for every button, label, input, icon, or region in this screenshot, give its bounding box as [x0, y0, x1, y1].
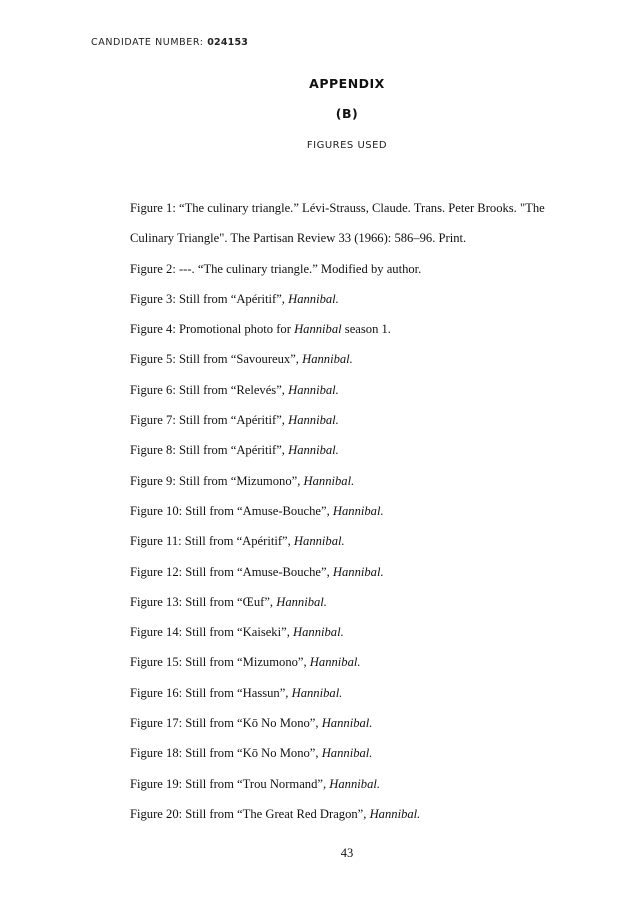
- figure-item: [130, 466, 590, 496]
- figure-item: [130, 435, 590, 465]
- page-number: 43: [340, 846, 354, 860]
- figure-italic: Hannibal.: [288, 382, 339, 397]
- figure-italic: Hannibal.: [293, 534, 345, 549]
- appendix-title: APPENDIX: [309, 76, 385, 91]
- figure-text: Figure 7: Still from “Apéritif”,: [130, 413, 289, 428]
- figure-text: Figure 1: “The culinary triangle.” Lévi-Strauss, Claude. Trans. Peter Brooks. "The Culinary Triangle". The Partisan Review 33 (1966): 586–96. Print.: [130, 201, 545, 246]
- figure-item: [130, 526, 590, 556]
- figure-italic: Hannibal.: [321, 716, 373, 731]
- figure-italic: Hannibal.: [291, 685, 343, 700]
- figure-text: Figure 6: Still from “Relevés”,: [130, 382, 289, 397]
- candidate-header: [91, 37, 248, 48]
- figure-item: [130, 769, 590, 799]
- figure-text: Figure 11: Still from “Apéritif”,: [130, 534, 294, 549]
- figure-italic: Hannibal.: [288, 291, 339, 306]
- figure-text: Figure 2: ---. “The culinary triangle.” Modified by author.: [130, 261, 422, 276]
- figure-italic: Hannibal.: [309, 655, 361, 670]
- figure-italic: Hannibal.: [332, 564, 384, 579]
- figure-text: Figure 12: Still from “Amuse-Bouche”,: [130, 564, 333, 579]
- figure-italic: Hannibal.: [369, 806, 421, 821]
- figure-text: Figure 20: Still from “The Great Red Dragon”,: [130, 806, 370, 821]
- figure-italic: Hannibal.: [332, 503, 384, 518]
- figure-italic: Hannibal: [294, 322, 342, 337]
- figure-item: [130, 314, 590, 344]
- figure-item: [130, 193, 590, 254]
- figure-text: Figure 15: Still from “Mizumono”,: [130, 655, 310, 670]
- figure-item: [130, 254, 590, 284]
- figures-list: [130, 193, 590, 829]
- figure-item: [130, 799, 590, 829]
- figure-text: Figure 14: Still from “Kaiseki”,: [130, 625, 293, 640]
- figure-item: [130, 344, 590, 374]
- figure-italic: Hannibal.: [302, 352, 353, 367]
- figure-italic: Hannibal.: [303, 473, 355, 488]
- figure-italic: Hannibal.: [321, 746, 373, 761]
- candidate-label: CANDIDATE NUMBER:: [91, 37, 204, 48]
- figure-italic: Hannibal.: [276, 594, 327, 609]
- figure-italic: Hannibal.: [288, 443, 339, 458]
- figure-italic: Hannibal.: [288, 413, 339, 428]
- figure-item: [130, 678, 590, 708]
- figure-italic: Hannibal.: [293, 625, 344, 640]
- figure-text: Figure 9: Still from “Mizumono”,: [130, 473, 304, 488]
- figure-text: Figure 4: Promotional photo for: [130, 322, 295, 337]
- figure-item: [130, 496, 590, 526]
- figure-item: [130, 738, 590, 768]
- figure-italic: Hannibal.: [329, 776, 381, 791]
- figure-item: [130, 557, 590, 587]
- appendix-letter: (B): [335, 106, 359, 121]
- figure-text: Figure 17: Still from “Kō No Mono”,: [130, 716, 322, 731]
- figure-item: [130, 405, 590, 435]
- figure-text: Figure 3: Still from “Apéritif”,: [130, 291, 289, 306]
- figure-suffix: season 1.: [341, 322, 391, 337]
- figure-text: Figure 13: Still from “Œuf”,: [130, 594, 277, 609]
- candidate-number: 024153: [207, 37, 249, 48]
- figure-text: Figure 8: Still from “Apéritif”,: [130, 443, 289, 458]
- figure-text: Figure 10: Still from “Amuse-Bouche”,: [130, 503, 333, 518]
- figure-text: Figure 16: Still from “Hassun”,: [130, 685, 292, 700]
- figure-item: [130, 617, 590, 647]
- figure-item: [130, 708, 590, 738]
- figure-item: [130, 647, 590, 677]
- figure-item: [130, 375, 590, 405]
- figure-item: [130, 284, 590, 314]
- figure-text: Figure 19: Still from “Trou Normand”,: [130, 776, 330, 791]
- figure-text: Figure 5: Still from “Savoureux”,: [130, 352, 303, 367]
- section-heading: FIGURES USED: [306, 140, 388, 151]
- figure-text: Figure 18: Still from “Kō No Mono”,: [130, 746, 322, 761]
- figure-item: [130, 587, 590, 617]
